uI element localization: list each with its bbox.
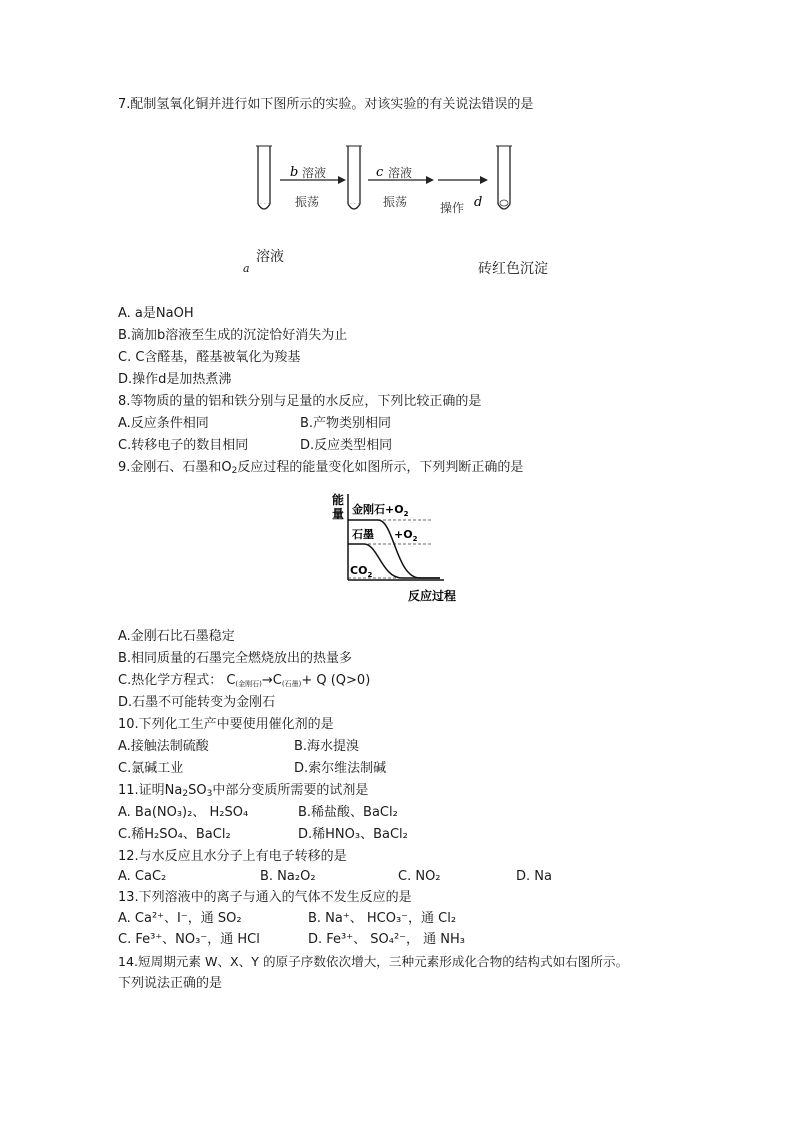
label-a-text: 溶液 xyxy=(256,249,284,265)
test-tube-1 xyxy=(256,146,272,209)
q9-option-a: A.金刚石比石墨稳定 xyxy=(118,629,235,644)
q9-energy-diagram xyxy=(328,492,478,606)
label-a-letter: a xyxy=(243,262,250,275)
arrow3-bottom: 操作 xyxy=(440,201,465,215)
q8-option-d: D.反应类型相同 xyxy=(300,438,393,453)
test-tube-3 xyxy=(496,146,512,209)
q9-option-c: C.热化学方程式： $C_{(金刚石)}\to C_{(石墨)}+ Q$ (Q>0) xyxy=(118,673,371,688)
q12-option-c: C. NO₂ xyxy=(398,869,441,884)
q11-options-row1 xyxy=(118,804,398,822)
q11-option-c: C.稀H₂SO₄、BaCl₂ xyxy=(118,827,231,842)
arrow-3 xyxy=(438,176,488,184)
q7-option-a: A. a是NaOH xyxy=(118,306,194,321)
q12-stem: 12.与水反应且水分子上有电子转移的是 xyxy=(118,849,347,864)
q13-option-b: B. Na⁺、 HCO₃⁻，通 Cl₂ xyxy=(308,911,457,926)
q9-option-d: D.石墨不可能转变为金刚石 xyxy=(118,695,276,710)
q12-option-d: D. Na xyxy=(516,869,552,884)
q8-option-a: A.反应条件相同 xyxy=(118,416,209,431)
y-label-2: 量 xyxy=(332,507,345,521)
q8-options-row1 xyxy=(118,415,392,433)
y-label-1: 能 xyxy=(332,493,345,507)
q14-stem-line1: 14.短周期元素 W、X、Y 的原子序数依次增大，三种元素形成化合物的结构式如右图所示。 xyxy=(118,954,629,969)
q10-option-d: D.索尔维法制碱 xyxy=(294,761,387,776)
q10-option-b: B.海水提溴 xyxy=(294,739,360,754)
graphite-label: 石墨 xyxy=(352,528,374,541)
q7-stem: 7.配制氢氧化铜并进行如下图所示的实验。对该实验的有关说法错误的是 xyxy=(118,97,534,112)
arrow2-top: 溶液 xyxy=(388,166,413,180)
q9-stem: 9.金刚石、石墨和$O_2$反应过程的能量变化如图所示，下列判断正确的是 xyxy=(118,460,524,476)
q12-option-a: A. CaC₂ xyxy=(118,869,167,884)
arrow2-bottom: 振荡 xyxy=(383,195,408,209)
q10-option-a: A.接触法制硫酸 xyxy=(118,739,209,754)
q9-option-b: B.相同质量的石墨完全燃烧放出的热量多 xyxy=(118,651,353,666)
q7-experiment-figure xyxy=(240,140,540,230)
co2-label: $CO_2$ xyxy=(350,564,373,579)
q11-option-d: D.稀HNO₃、BaCl₂ xyxy=(298,827,408,842)
q13-stem: 13.下列溶液中的离子与通入的气体不发生反应的是 xyxy=(118,890,412,905)
q10-options-row2 xyxy=(118,760,387,778)
q13-option-d: D. Fe³⁺、 SO₄²⁻， 通 NH₃ xyxy=(308,932,465,947)
arrow1-top: 溶液 xyxy=(302,166,327,180)
q14-stem-line2: 下列说法正确的是 xyxy=(118,976,223,991)
q11-option-a: A. Ba(NO₃)₂、 H₂SO₄ xyxy=(118,805,249,820)
x-label: 反应过程 xyxy=(408,589,457,603)
q7-option-b: B.滴加b溶液至生成的沉淀恰好消失为止 xyxy=(118,328,348,343)
arrow1-letter: b xyxy=(290,165,299,180)
q11-option-b: B.稀盐酸、BaCl₂ xyxy=(298,805,398,820)
q13-option-c: C. Fe³⁺、NO₃⁻，通 HCl xyxy=(118,932,260,947)
label-precipitate: 砖红色沉淀 xyxy=(478,261,548,277)
arrow3-letter: d xyxy=(474,195,483,210)
q12-option-b: B. Na₂O₂ xyxy=(260,869,316,884)
svg-text:· · ·: · · · xyxy=(260,201,270,208)
q13-option-a: A. Ca²⁺、I⁻，通 SO₂ xyxy=(118,911,242,926)
diamond-label: 金刚石$+O_2$ xyxy=(352,503,409,518)
q7-option-d: D.操作d是加热煮沸 xyxy=(118,372,232,387)
q13-options-row2 xyxy=(118,931,465,949)
q12-options xyxy=(118,868,552,886)
arrow2-letter: c xyxy=(376,165,384,180)
q11-stem: 11.证明$Na_2SO_3$中部分变质所需要的试剂是 xyxy=(118,783,369,799)
q8-option-c: C.转移电子的数目相同 xyxy=(118,438,249,453)
q7-option-c: C. C含醛基，醛基被氧化为羧基 xyxy=(118,350,301,365)
q13-options-row1 xyxy=(118,910,457,928)
svg-text:· · ·: · · · xyxy=(350,201,360,208)
q10-option-c: C.氯碱工业 xyxy=(118,761,184,776)
graphite-o2-label: $+O_2$ xyxy=(394,528,418,543)
q8-options-row2 xyxy=(118,437,393,455)
q8-option-b: B.产物类别相同 xyxy=(300,416,392,431)
q10-options-row1 xyxy=(118,738,360,756)
q10-stem: 10.下列化工生产中要使用催化剂的是 xyxy=(118,717,334,732)
test-tube-2 xyxy=(346,146,362,209)
q8-stem: 8.等物质的量的铝和铁分别与足量的水反应，下列比较正确的是 xyxy=(118,394,482,409)
arrow1-bottom: 振荡 xyxy=(295,195,320,209)
q11-options-row2 xyxy=(118,826,408,844)
